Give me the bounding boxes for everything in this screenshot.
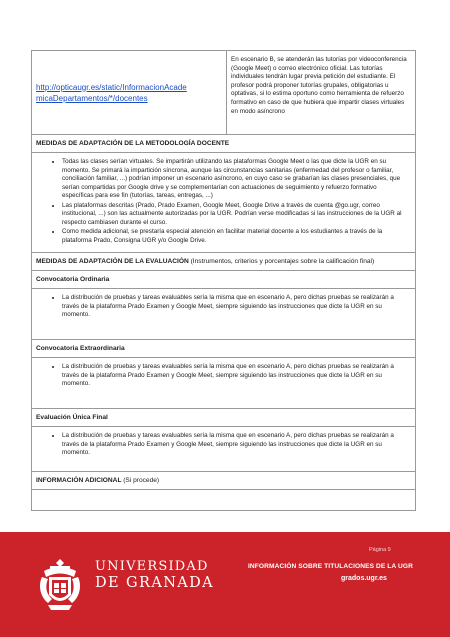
- list-item: • Las plataformas descritas (Prado, Prado Examen, Google Meet, Google Drive a través de cuenta @go.ugr, correo institucional, ...) son las actualmente autorizadas por la UGR. Podrían verse modificadas si las instrucciones de la UGR al respecto cambiasen durante el curso.: [62, 202, 405, 228]
- department-link[interactable]: [36, 82, 187, 104]
- tutorias-text: En escenario B, se atenderán las tutorías por videoconferencia (Google Meet) o correo electrónico oficial. Las tutorías individuales tendrán lugar previa petición del estudiante. El profesor podrá proponer tutorías grupales, obligatorias u optativas, si lo estima oportuno como herramienta de refuerzo formativo en caso de que hubiera que impartir clases virtuales en modo asíncrono: [231, 56, 407, 115]
- unica-header-row: [32, 409, 415, 427]
- university-name-line1: UNIVERSIDAD: [95, 559, 209, 574]
- adicional-title: [32, 472, 415, 489]
- link-cell: [32, 51, 227, 134]
- list-item: • Todas las clases serían virtuales. Se impartirán utilizando las plataformas Google Meet o las que dicte la UGR en su momento. Se primará la impartición síncrona, aunque las circunstancias sanitarias (enfermedad del profesor o familiar, conciliación familiar, ...) podrían imponer un escenario asíncrono, en cuyo caso se grabarían las clases presenciales, que serían compartidas por Google drive y se complementarían con actuaciones de seguimiento y refuerzo formativo específicas para ese fin (tutorías, tareas, entregas, ...): [62, 158, 405, 201]
- list-item: • La distribución de pruebas y tareas evaluables sería la misma que en escenario A, pero dichas pruebas se realizarán a través de la plataforma Prado Examen y Google Meet, siempre siguiendo las instrucciones que dicte la UGR en su momento.: [62, 432, 405, 458]
- metodologia-title: MEDIDAS DE ADAPTACIÓN DE LA METODOLOGÍA DOCENTE: [36, 140, 230, 147]
- list-item: • Como medida adicional, se prestaría especial atención en facilitar material docente a los estudiantes a través de la plataforma Prado, Consigna UGR y/o Google Drive.: [62, 228, 405, 245]
- ordinaria-title: Convocatoria Ordinaria: [36, 276, 110, 283]
- footer-band: [0, 532, 450, 637]
- unica-title: Evaluación Única Final: [36, 414, 108, 421]
- link-line-1: http://opticaugr.es/static/InformacionAcade: [36, 82, 187, 92]
- titulaciones-info: INFORMACIÓN SOBRE TITULACIONES DE LA UGR: [248, 563, 413, 570]
- unica-body-row: [32, 427, 415, 472]
- metodologia-list: [32, 158, 411, 245]
- list-item: • La distribución de pruebas y tareas evaluables sería la misma que en escenario A, pero dichas pruebas se realizarán a través de la plataforma Prado Examen y Google Meet, siempre siguiendo las instrucciones que dicte la UGR en su momento.: [62, 363, 405, 389]
- ordinaria-body-row: [32, 289, 415, 340]
- link-line-2: micaDepartamentos/*/docentes: [36, 93, 148, 103]
- evaluacion-title: [32, 253, 415, 270]
- ordinaria-list: [32, 294, 411, 320]
- adicional-subtitle: (Si procede): [123, 477, 160, 484]
- evaluacion-header-row: [32, 253, 415, 271]
- tutorias-row: [32, 51, 415, 135]
- adicional-body-row: [32, 490, 415, 510]
- extraordinaria-title: Convocatoria Extraordinaria: [36, 345, 125, 352]
- metodologia-body-row: [32, 153, 415, 253]
- page-number: Página 9: [369, 547, 391, 553]
- extraordinaria-list: [32, 363, 411, 389]
- university-crest-icon: [34, 557, 86, 613]
- grados-url[interactable]: grados.ugr.es: [341, 575, 387, 582]
- evaluacion-title-text: MEDIDAS DE ADAPTACIÓN DE LA EVALUACIÓN: [36, 258, 189, 265]
- university-name-line2: DE GRANADA: [95, 575, 215, 591]
- extraordinaria-header-row: [32, 340, 415, 358]
- extraordinaria-body-row: [32, 358, 415, 409]
- guide-table: [31, 50, 416, 511]
- metodologia-header-row: [32, 135, 415, 153]
- list-item: • La distribución de pruebas y tareas evaluables sería la misma que en escenario A, pero dichas pruebas se realizarán a través de la plataforma Prado Examen y Google Meet, siempre siguiendo las instrucciones que dicte la UGR en su momento.: [62, 294, 405, 320]
- adicional-header-row: [32, 472, 415, 490]
- evaluacion-subtitle: (Instrumentos, criterios y porcentajes sobre la calificación final): [190, 258, 375, 265]
- unica-list: [32, 432, 411, 458]
- ordinaria-header-row: [32, 271, 415, 289]
- adicional-title-text: INFORMACIÓN ADICIONAL: [36, 477, 122, 484]
